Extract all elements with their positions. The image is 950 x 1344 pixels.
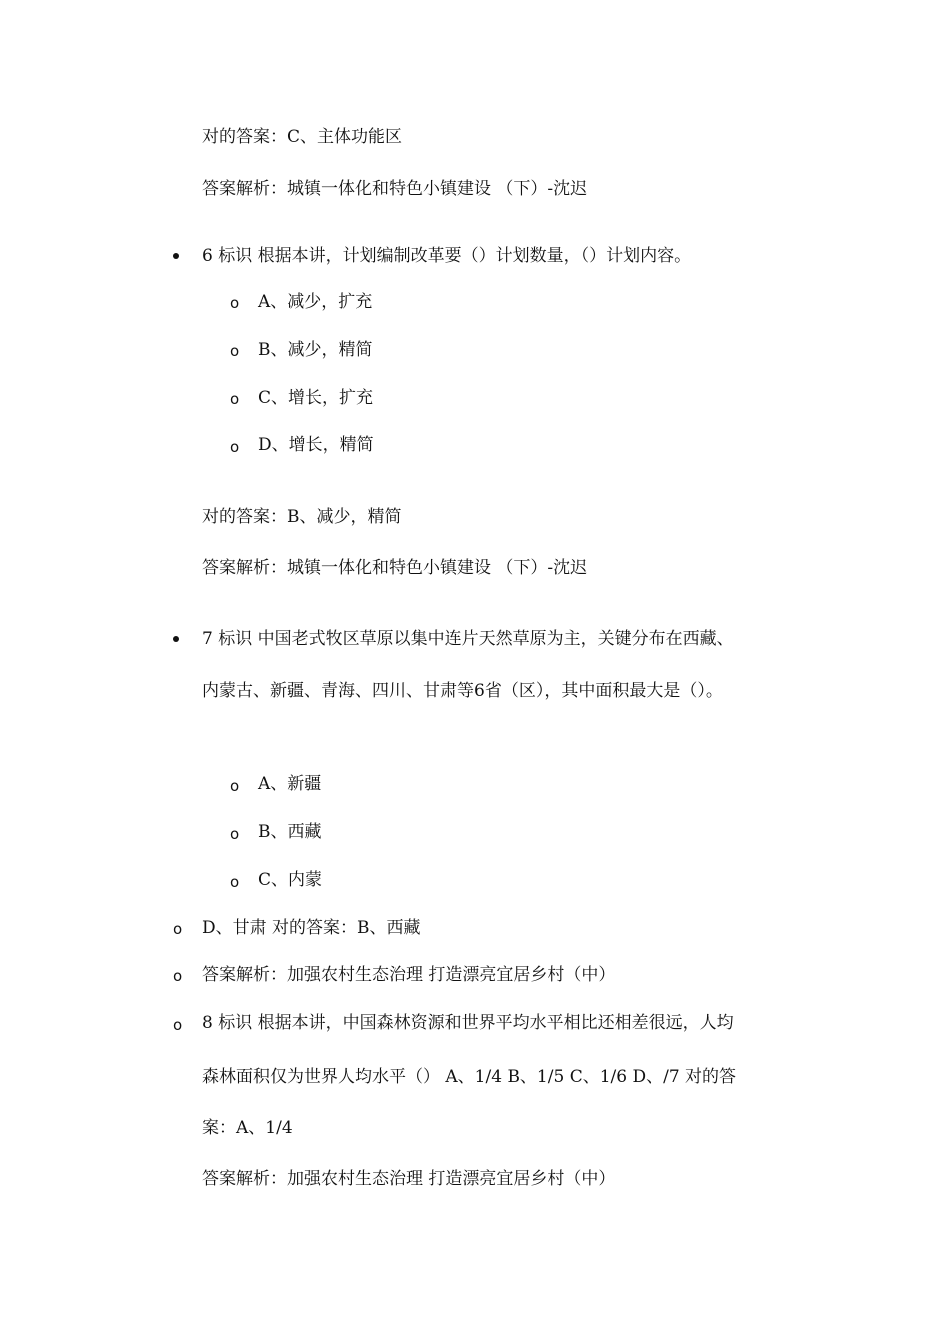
q6-answer: 对的答案：B、减少，精简 — [202, 507, 402, 527]
q8-analysis: 答案解析：加强农村生态治理 打造漂亮宜居乡村（中） — [202, 1169, 616, 1189]
q7-option-b: B、西藏 — [258, 822, 322, 842]
q7-question-line2: 内蒙古、新疆、青海、四川、甘肃等6省（区），其中面积最大是（）。 — [202, 681, 723, 701]
q6-option-d: D、增长，精简 — [258, 435, 374, 455]
sub-bullet: o — [230, 873, 240, 891]
q8-line2: 森林面积仅为世界人均水平（） A、1/4 B、1/5 C、1/6 D、/7 对的答 — [202, 1067, 737, 1087]
sub-bullet: o — [230, 777, 240, 795]
sub-bullet: o — [230, 342, 240, 360]
q6-option-a: A、减少，扩充 — [258, 292, 373, 312]
q6-option-b: B、减少，精简 — [258, 340, 373, 360]
sub-bullet: o — [230, 438, 240, 456]
sub-bullet: o — [230, 825, 240, 843]
bullet-dot-q7 — [173, 636, 179, 642]
q7-analysis: 答案解析：加强农村生态治理 打造漂亮宜居乡村（中） — [202, 965, 616, 985]
q6-question: 6 标识 根据本讲，计划编制改革要（）计划数量，（）计划内容。 — [202, 246, 692, 266]
q7-question-line1: 7 标识 中国老式牧区草原以集中连片天然草原为主，关键分布在西藏、 — [202, 629, 734, 649]
q5-answer: 对的答案：C、主体功能区 — [202, 127, 403, 147]
q7-option-c: C、内蒙 — [258, 870, 323, 890]
q8-line3: 案：A、1/4 — [202, 1118, 293, 1138]
sub-bullet: o — [173, 1016, 183, 1034]
q6-analysis: 答案解析：城镇一体化和特色小镇建设 （下）-沈迟 — [202, 558, 588, 578]
q7-option-a: A、新疆 — [258, 774, 322, 794]
sub-bullet: o — [230, 390, 240, 408]
bullet-dot-q6 — [173, 253, 179, 259]
sub-bullet: o — [173, 967, 183, 985]
q6-option-c: C、增长，扩充 — [258, 388, 374, 408]
sub-bullet: o — [230, 294, 240, 312]
q7-option-d-answer: D、甘肃 对的答案：B、西藏 — [202, 918, 421, 938]
q8-line1: 8 标识 根据本讲，中国森林资源和世界平均水平相比还相差很远，人均 — [202, 1013, 734, 1033]
q5-analysis: 答案解析：城镇一体化和特色小镇建设 （下）-沈迟 — [202, 179, 588, 199]
sub-bullet: o — [173, 920, 183, 938]
